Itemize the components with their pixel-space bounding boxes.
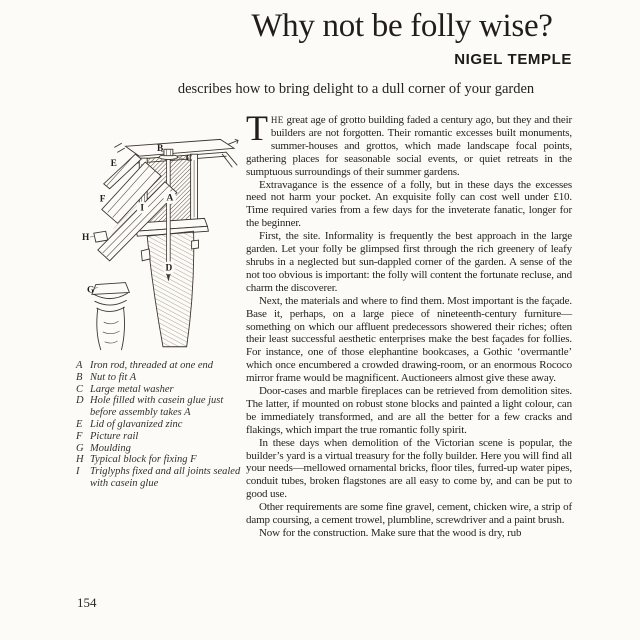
article-title: Why not be folly wise? (251, 8, 553, 44)
legend-item (76, 360, 244, 372)
article-subtitle: describes how to bring delight to a dull corner of your garden (177, 81, 535, 97)
paragraph: In these days when demolition of the Victorian scene is popular, the builder’s yard is a virtual treasury for the folly builder. Here you will find all your needs—mellowed ornamental bricks, floor tiles, furred-up water pipes, conduit tubes, broken flagstones are all easy to come by, and can be put to good use. (246, 436, 572, 501)
legend-key: B (76, 371, 83, 383)
legend-key: I (76, 466, 80, 478)
paragraph-opening (246, 108, 572, 179)
legend-key: H (76, 454, 84, 466)
fixing-block (94, 231, 108, 242)
paragraph: Next, the materials and where to find them. Most important is the façade. Base it, perhaps, on a large piece of nineteenth-century furniture—something on which our affluent predecessors showered their riches; often their least successful aesthetic enterprises make the best façades for follies. For instance, one of those elephantine bookcases, a Gothic ‘overmantle’ which once encumbered a crowded drawing-room, or an enormous Rococo mirror frame would be magnificent. Auctioneers almost give these away. (246, 294, 572, 385)
legend-item (76, 466, 244, 490)
legend-item (76, 372, 244, 384)
figure-legend (76, 360, 244, 490)
legend-key: F (76, 430, 83, 442)
legend-key: E (76, 418, 83, 430)
legend-text: Iron rod, threaded at one end (90, 360, 214, 371)
legend-text: Hole filled with casein glue just before assembly takes A (90, 395, 224, 419)
paragraph: Other requirements are some fine gravel, cement, chicken wire, a strip of damp coursing, a cement trowel, plumbline, screwdriver and a paint brush. (246, 501, 572, 527)
page-number: 154 (77, 595, 97, 610)
legend-item (76, 384, 244, 396)
legend-item (76, 431, 244, 443)
legend-key: A (76, 360, 83, 371)
nut (164, 149, 173, 155)
figure-label-a: A (166, 193, 174, 204)
legend-item (76, 443, 244, 455)
legend-text: Triglyphs fixed and all joints sealed with casein glue (90, 466, 241, 489)
small-caps: HE (270, 115, 284, 125)
column-capital (92, 283, 130, 350)
article-body (246, 108, 572, 540)
legend-key: C (76, 383, 84, 395)
figure-label-h: H (82, 233, 90, 244)
legend-text: Picture rail (90, 430, 139, 442)
paragraph: Door-cases and marble fireplaces can be retrieved from demolition sites. The latter, if mounted on robust stone blocks and painted a light colour, can be immediately transformed, and are all the better for a few cracks and flakings, which impart the true romantic folly spirit. (246, 385, 572, 436)
paragraph: First, the site. Informality is frequently the best approach in the large garden. Let your folly be glimpsed first through the rich greenery of leafy shrubs in a neglected but sun-dappled corner of the garden. A sense of the not too obvious is important: the folly will content the fortunate recluse, and charm the discoverer. (246, 230, 572, 294)
paragraph: Extravagance is the essence of a folly, but in these days the excesses need not harm your pocket. An exquisite folly can cost well under £10. Time required varies from a few days for the inveterate fanatic, longer for the beginner. (246, 178, 572, 230)
legend-text: Large metal washer (90, 383, 174, 395)
legend-text: Lid of glavanized zinc (90, 418, 183, 430)
figure-label-c: C (185, 154, 193, 165)
paragraph-text: great age of grotto building faded a century ago, but they and their builders are not forgotten. Their romantic excesses built monuments, summer-houses and grottos, which made landscape focal points, gathering places for seasonable social events, or quiet retreats in the sumptuous surroundings of their summer gardens. (246, 114, 572, 178)
figure-label-i: I (140, 203, 145, 214)
legend-item (76, 419, 244, 431)
legend-text: Nut to fit A (90, 371, 137, 383)
figure-label-d: D (165, 263, 173, 274)
figure-label-g: G (86, 285, 95, 296)
legend-key: D (76, 395, 84, 407)
figure-label-b: B (157, 144, 164, 155)
drop-cap: T (246, 108, 268, 148)
author-byline: NIGEL TEMPLE (454, 51, 572, 68)
figure-label-e: E (110, 159, 117, 170)
legend-key: G (76, 442, 84, 454)
lid-top (115, 139, 238, 156)
legend-item (76, 395, 244, 419)
legend-item (76, 454, 244, 466)
paragraph: Now for the construction. Make sure that the wood is dry, rub (259, 527, 522, 539)
folly-cornice-figure (82, 138, 240, 358)
figure-label-f: F (99, 194, 106, 205)
legend-text: Typical block for fixing F (90, 454, 197, 466)
legend-text: Moulding (90, 442, 131, 454)
